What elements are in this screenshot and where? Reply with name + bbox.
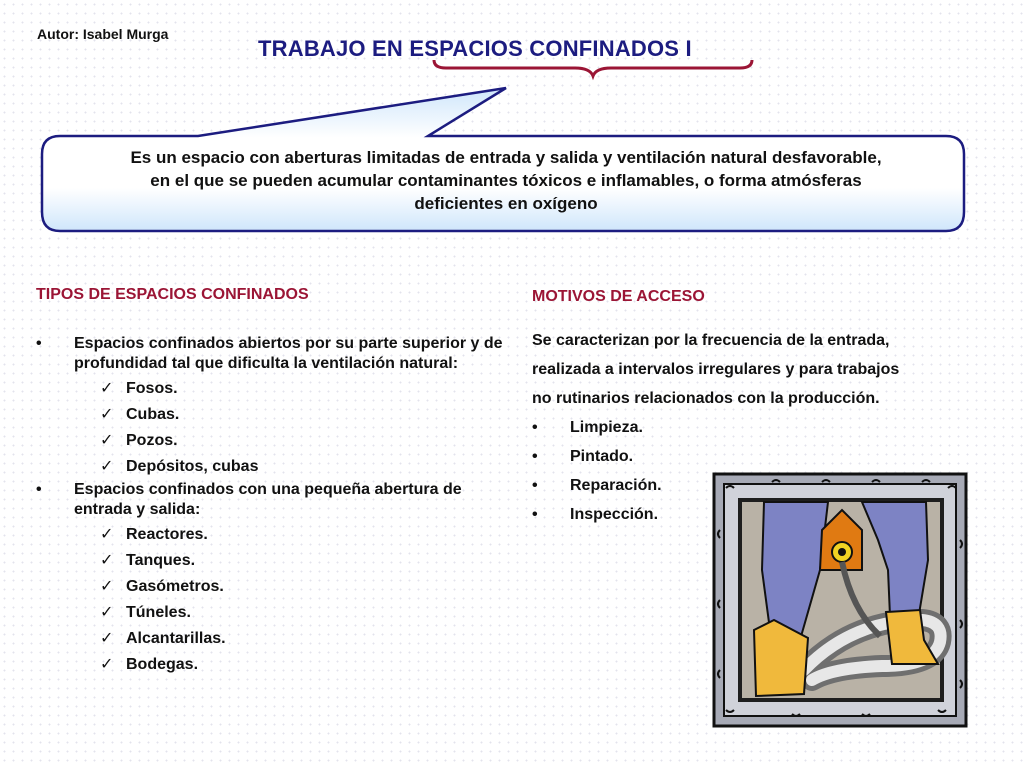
list-item: ✓ Bodegas.: [36, 652, 506, 678]
manhole-worker-illustration: [712, 470, 974, 732]
bullet-icon: •: [532, 419, 538, 436]
check-icon: ✓: [100, 604, 114, 621]
list-item: ✓ Depósitos, cubas: [36, 454, 506, 480]
access-line-2: realizada a intervalos irregulares y para trabajos: [532, 361, 900, 378]
check-icon: ✓: [100, 552, 114, 569]
author-label: Autor: Isabel Murga: [37, 26, 169, 42]
check-icon: ✓: [100, 656, 114, 673]
list-item: ✓ Reactores.: [36, 522, 506, 548]
list-item: • Reparación.: [532, 471, 992, 500]
check-icon: ✓: [100, 432, 114, 449]
title-brace: [434, 60, 752, 76]
list-item: ✓ Fosos.: [36, 376, 506, 402]
list-item: • Pintado.: [532, 442, 992, 471]
types-group-1-label: Espacios confinados abiertos por su parte superior y de profundidad tal que dificulta la ventilación natural:: [74, 335, 503, 372]
definition-line-2: en el que se pueden acumular contaminantes tóxicos e inflamables, o forma atmósferas: [150, 171, 862, 190]
list-item: ✓ Cubas.: [36, 402, 506, 428]
list-item: ✓ Gasómetros.: [36, 574, 506, 600]
types-group-2: [36, 480, 506, 520]
check-icon: ✓: [100, 526, 114, 543]
bullet-icon: •: [532, 448, 538, 465]
types-heading: TIPOS DE ESPACIOS CONFINADOS: [36, 286, 309, 303]
bullet-icon: •: [532, 477, 538, 494]
access-heading: MOTIVOS DE ACCESO: [532, 288, 705, 305]
bullet-icon: •: [36, 335, 42, 352]
check-icon: ✓: [100, 380, 114, 397]
definition-line-3: deficientes en oxígeno: [414, 194, 598, 213]
types-group-2-items: [36, 522, 506, 678]
types-section: [36, 286, 506, 678]
bullet-icon: •: [532, 506, 538, 523]
check-icon: ✓: [100, 630, 114, 647]
list-item: • Limpieza.: [532, 413, 992, 442]
types-group-2-label: Espacios confinados con una pequeña abertura de entrada y salida:: [74, 481, 462, 518]
page-title: TRABAJO EN ESPACIOS CONFINADOS I: [258, 36, 692, 61]
access-description: [532, 326, 992, 413]
list-item: ✓ Túneles.: [36, 600, 506, 626]
list-item: ✓ Pozos.: [36, 428, 506, 454]
definition-text: [56, 146, 956, 215]
access-line-3: no rutinarios relacionados con la producción.: [532, 390, 880, 407]
list-item: ✓ Alcantarillas.: [36, 626, 506, 652]
check-icon: ✓: [100, 458, 114, 475]
types-group-1: [36, 334, 506, 374]
list-item: ✓ Tanques.: [36, 548, 506, 574]
check-icon: ✓: [100, 406, 114, 423]
definition-line-1: Es un espacio con aberturas limitadas de entrada y salida y ventilación natural desfavorable,: [130, 148, 882, 167]
types-list: [36, 334, 506, 374]
types-list-2: [36, 480, 506, 520]
access-line-1: Se caracterizan por la frecuencia de la entrada,: [532, 332, 890, 349]
types-group-1-items: [36, 376, 506, 480]
bullet-icon: •: [36, 481, 42, 498]
check-icon: ✓: [100, 578, 114, 595]
list-item: • Inspección.: [532, 500, 992, 529]
